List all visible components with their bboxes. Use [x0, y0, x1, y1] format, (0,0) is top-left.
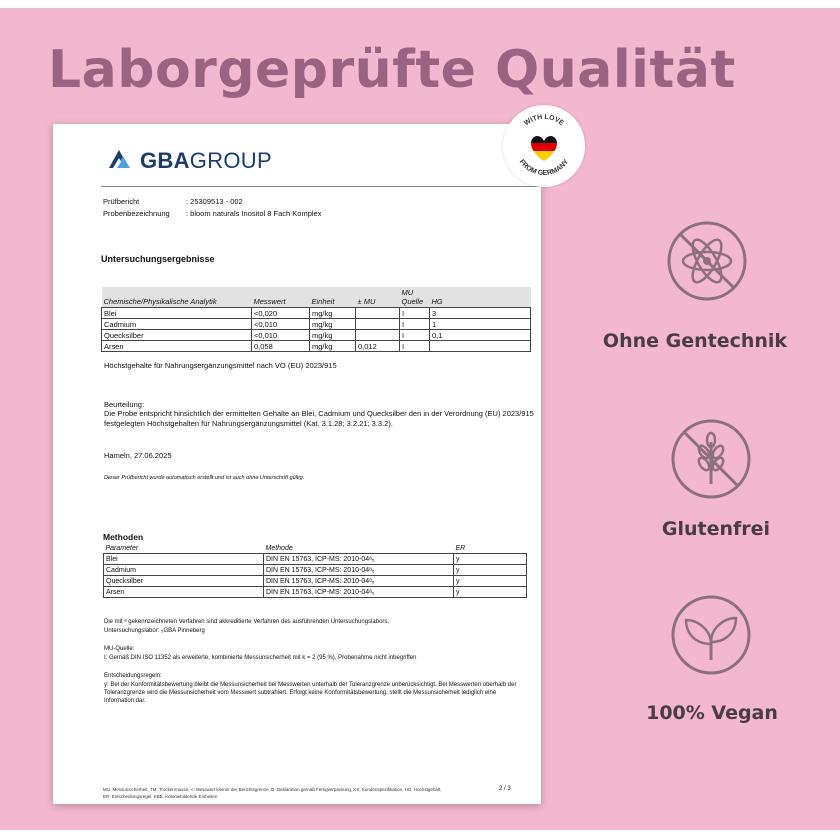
accredited-note: Die mit ᵃ gekennzeichneten Verfahren sind akkreditierte Verfahren des ausführenden Untersuchungslabors.: [104, 619, 390, 625]
assessment-label: Beurteilung:: [104, 400, 145, 409]
methods-cell: DIN EN 15763, ICP-MS: 2010-04ᵃ₅: [264, 554, 454, 565]
footer-line-1: MU: Messunsicherheit, TM: Trockenmasse, <: Messwert kleiner der Berichtsgrenze, D: Deklaration gemäß Fertigverpackung, KS: Kundenspezifikation, HG: Höchstgehalt,: [103, 787, 442, 792]
meta-label-sample: Probenbezeichnung: [103, 209, 170, 218]
results-cell: 3: [430, 308, 531, 319]
mu-text: I: Gemäß DIN ISO 11352 als erweiterte, kombinierte Messunsicherheit mit k = 2 (95 %), Probenahme nicht inbegriffen: [104, 655, 417, 661]
assessment-text: Die Probe entspricht hinsichtlich der ermittelten Gehalte an Blei, Cadmium und Quecksilber den in der Verordnung (EU) 2023/915 festgelegten Höchstgehalten für Nahrungsergänzungsmittel (Kat. 3.1.28; 3.2.21; 3.3.2).: [104, 409, 534, 428]
methods-header-er: ER: [454, 544, 527, 554]
results-cell: mg/kg: [310, 319, 356, 330]
methods-title: Methoden: [103, 532, 144, 542]
no-gmo-atom-icon: [664, 218, 750, 304]
mu-title: MU-Quelle:: [104, 646, 135, 652]
rules-text: y: Bei der Konformitätsbewertung bleibt die Messunsicherheit bei Messwerten unterhalb der Toleranzgrenze unberücksichtigt. Bei Messwerten oberhalb der Toleranzgrenze wird die Messunsicherheit vom Messwert subtrahiert. Erfolgt keine Konformitätsbewertung, stellt die Messunsicherheit lediglich eine Information dar.: [104, 682, 517, 704]
results-title: Untersuchungsergebnisse: [101, 254, 215, 264]
badge-text-top: WITH LOVE: [523, 113, 565, 128]
logo-text-bold: GBA: [140, 148, 190, 173]
results-cell: [356, 330, 400, 341]
table-row: [102, 341, 531, 352]
results-cell: I: [400, 330, 430, 341]
logo-text-rest: GROUP: [189, 148, 272, 173]
methods-cell: Blei: [104, 554, 264, 565]
methods-table: [103, 544, 527, 598]
results-cell: <0,010: [252, 319, 310, 330]
methods-header-parameter: Parameter: [104, 544, 264, 554]
results-cell: I: [400, 319, 430, 330]
place-date: Hameln, 27.06.2025: [104, 451, 172, 460]
results-cell: Blei: [102, 308, 252, 319]
results-header-analytik: Chemische/Physikalische Analytik: [103, 297, 217, 306]
auto-generated-note: Dieser Prüfbericht wurde automatisch erstellt und ist auch ohne Unterschrift gültig.: [104, 475, 305, 481]
methods-header-methode: Methode: [264, 544, 454, 554]
meta-label-report: Prüfbericht: [103, 197, 140, 206]
results-header-mu: ± MU: [357, 297, 376, 306]
methods-cell: y: [454, 587, 527, 598]
feature-label-no-gmo: Ohne Gentechnik: [602, 330, 788, 352]
page-number: 2 / 3: [499, 786, 511, 792]
results-cell: <0,020: [252, 308, 310, 319]
results-cell: <0,010: [252, 330, 310, 341]
results-cell: mg/kg: [310, 308, 356, 319]
vegan-leaf-icon: [668, 592, 754, 678]
results-cell: I: [400, 308, 430, 319]
hg-note: Höchstgehalte für Nahrungsergänzungsmittel nach VO (EU) 2023/915: [104, 361, 337, 370]
results-cell: Arsen: [102, 341, 252, 352]
results-cell: 0,1: [430, 330, 531, 341]
methods-cell: y: [454, 576, 527, 587]
results-header-einheit: Einheit: [311, 297, 335, 306]
methods-cell: Arsen: [104, 587, 264, 598]
results-header-mu-quelle: MU Quelle: [401, 288, 424, 306]
results-cell: 1: [430, 319, 531, 330]
with-love-from-germany-badge: [503, 105, 585, 187]
lab-line: Untersuchungslabor: ₅GBA Pinneberg: [104, 628, 205, 634]
table-row: [104, 587, 527, 598]
results-cell: [356, 308, 400, 319]
lab-report-document: [53, 124, 541, 804]
methods-cell: y: [454, 554, 527, 565]
table-row: [102, 308, 531, 319]
feature-label-vegan: 100% Vegan: [646, 702, 778, 724]
results-table: [101, 287, 531, 352]
table-row: [102, 319, 531, 330]
methods-cell: DIN EN 15763, ICP-MS: 2010-04ᵃ₅: [264, 576, 454, 587]
table-row: [104, 554, 527, 565]
results-cell: [356, 319, 400, 330]
table-row: [104, 576, 527, 587]
results-cell: Quecksilber: [102, 330, 252, 341]
rules-title: Entscheidungsregeln:: [104, 673, 162, 679]
results-header-hg: HG: [431, 297, 443, 306]
table-row: [102, 330, 531, 341]
methods-cell: y: [454, 565, 527, 576]
methods-header-row: [104, 544, 527, 554]
feature-label-gluten-free: Glutenfrei: [661, 518, 771, 540]
badge-text-bottom: FROM GERMANY: [517, 158, 571, 178]
badge-seal: [503, 105, 585, 187]
gba-logo-icon: [107, 146, 137, 170]
heart-germany-flag-icon: [523, 133, 565, 163]
footer-line-2: ER: Entscheidungsregel, KBE: Koloniebildende Einheiten: [103, 794, 218, 799]
headline: Laborgeprüfte Qualität: [48, 40, 736, 100]
methods-cell: DIN EN 15763, ICP-MS: 2010-04ᵃ₅: [264, 565, 454, 576]
results-cell: [430, 341, 531, 352]
results-header-messwert: Messwert: [253, 297, 286, 306]
results-cell: Cadmium: [102, 319, 252, 330]
methods-cell: Cadmium: [104, 565, 264, 576]
meta-value-sample: : bloom naturals Inositol 8 Fach Komplex: [186, 209, 322, 218]
methods-cell: DIN EN 15763, ICP-MS: 2010-04ᵃ₅: [264, 587, 454, 598]
table-row: [104, 565, 527, 576]
results-cell: mg/kg: [310, 341, 356, 352]
meta-value-report: : 25309513 - 002: [186, 197, 243, 206]
methods-cell: Quecksilber: [104, 576, 264, 587]
no-gluten-wheat-icon: [668, 416, 754, 502]
header-rule: [101, 186, 541, 187]
gba-group-logo: [107, 144, 307, 176]
results-cell: 0,012: [356, 341, 400, 352]
results-cell: I: [400, 341, 430, 352]
results-header-row: [102, 287, 531, 308]
results-cell: 0,058: [252, 341, 310, 352]
results-cell: mg/kg: [310, 330, 356, 341]
